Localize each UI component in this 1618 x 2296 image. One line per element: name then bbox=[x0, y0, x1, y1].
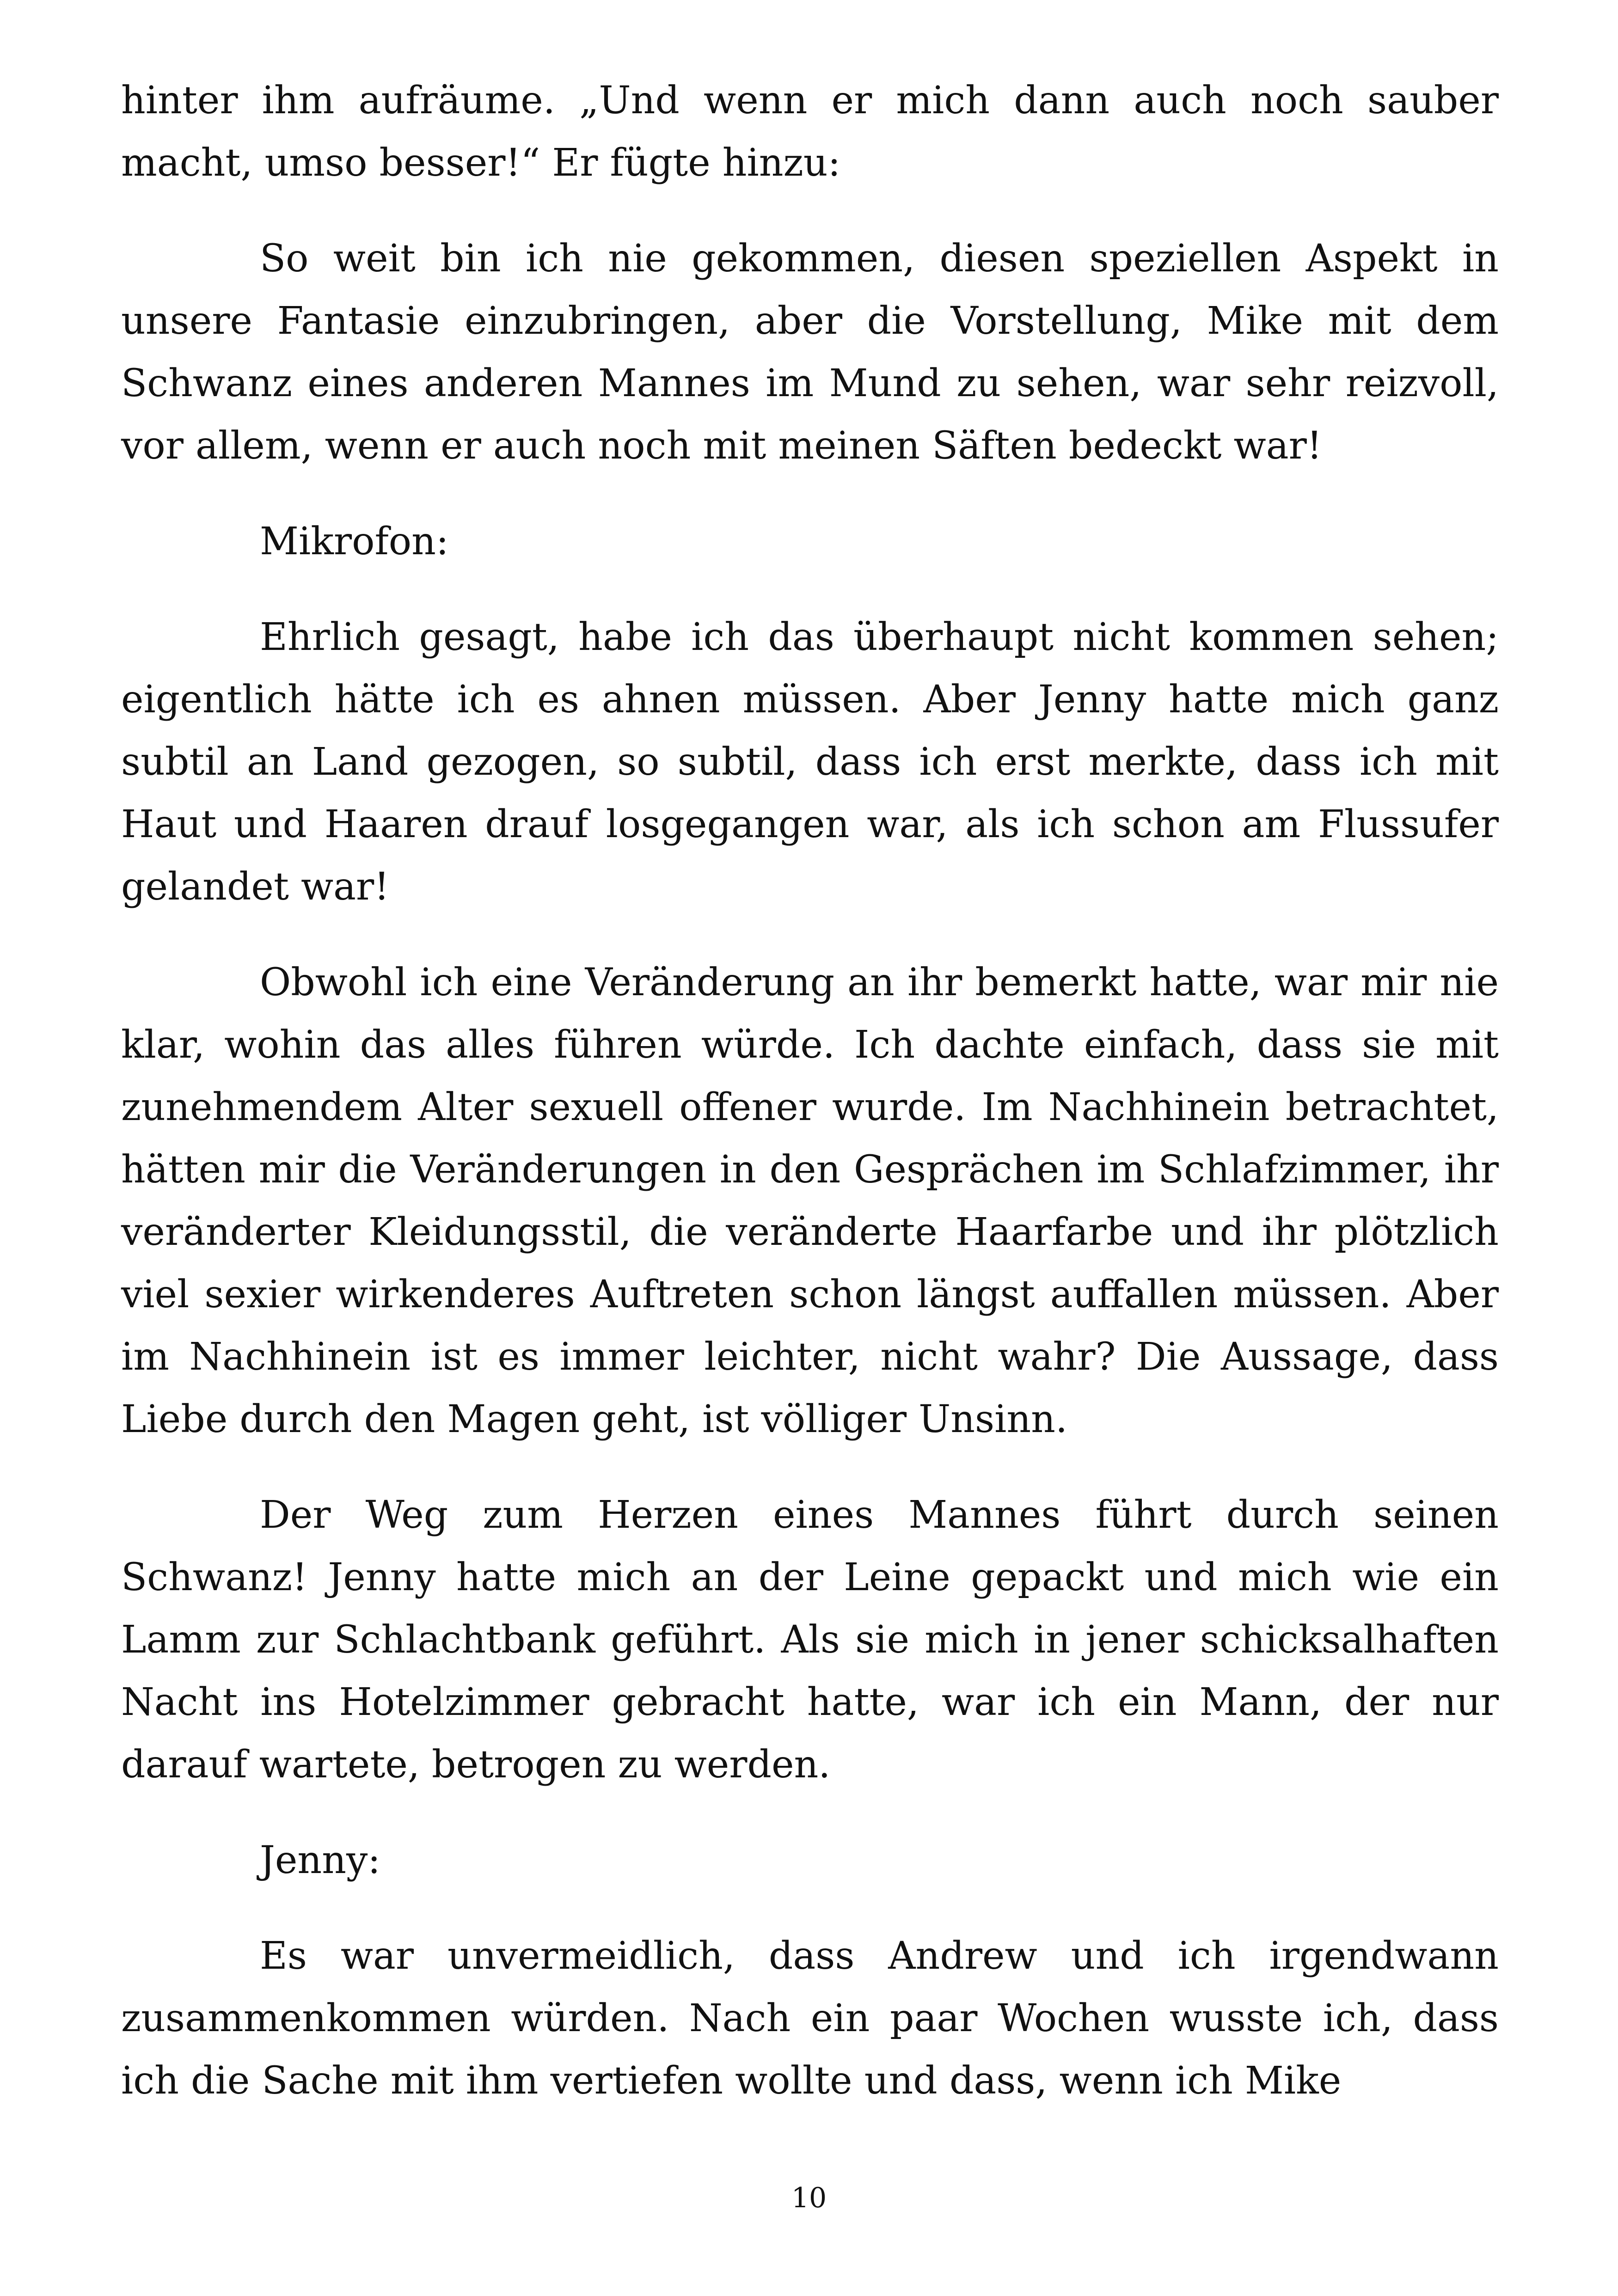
paragraph: Ehrlich gesagt, habe ich das überhaupt nicht kommen sehen; eigentlich hätte ich es ahnen müssen. Aber Jenny hatte mich ganz subtil an Land gezogen, so subtil, dass ich erst merkte, dass ich mit Haut und Haaren drauf losgegangen war, als ich schon am Flussufer gelandet war! bbox=[121, 615, 1499, 909]
speaker-label-jenny: Jenny: bbox=[260, 1838, 380, 1882]
paragraph-continuation: hinter ihm aufräume. „Und wenn er mich dann auch noch sauber macht, umso besser!“ Er fügte hinzu: bbox=[121, 79, 1499, 185]
paragraph: Obwohl ich eine Veränderung an ihr bemerkt hatte, war mir nie klar, wohin das alles führen würde. Ich dachte einfach, dass sie mit zunehmendem Alter sexuell offener wurde. Im Nachhinein betrachtet, hätten mir die Veränderungen in den Gesprächen im Schlafzimmer, ihr veränderter Kleidungsstil, die veränderte Haarfarbe und ihr plötzlich viel sexier wirkenderes Auftreten schon längst auffallen müssen. Aber im Nachhinein ist es immer leichter, nicht wahr? Die Aussage, dass Liebe durch den Magen geht, ist völliger Unsinn. bbox=[121, 961, 1499, 1441]
paragraph: Es war unvermeidlich, dass Andrew und ich irgendwann zusammenkommen würden. Nach ein paar Wochen wusste ich, dass ich die Sache mit ihm vertiefen wollte und dass, wenn ich Mike bbox=[121, 1934, 1499, 2103]
paragraph: Der Weg zum Herzen eines Mannes führt durch seinen Schwanz! Jenny hatte mich an der Leine gepackt und mich wie ein Lamm zur Schlachtbank geführt. Als sie mich in jener schicksalhaften Nacht ins Hotelzimmer gebracht hatte, war ich ein Mann, der nur darauf wartete, betrogen zu werden. bbox=[121, 1493, 1499, 1787]
speaker-label-mikrofon: Mikrofon: bbox=[260, 520, 449, 563]
page-number: 10 bbox=[791, 2182, 827, 2214]
body-text bbox=[121, 69, 1499, 2145]
paragraph: So weit bin ich nie gekommen, diesen speziellen Aspekt in unsere Fantasie einzubringen, aber die Vorstellung, Mike mit dem Schwanz eines anderen Mannes im Mund zu sehen, war sehr reizvoll, vor allem, wenn er auch noch mit meinen Säften bedeckt war! bbox=[121, 237, 1499, 468]
